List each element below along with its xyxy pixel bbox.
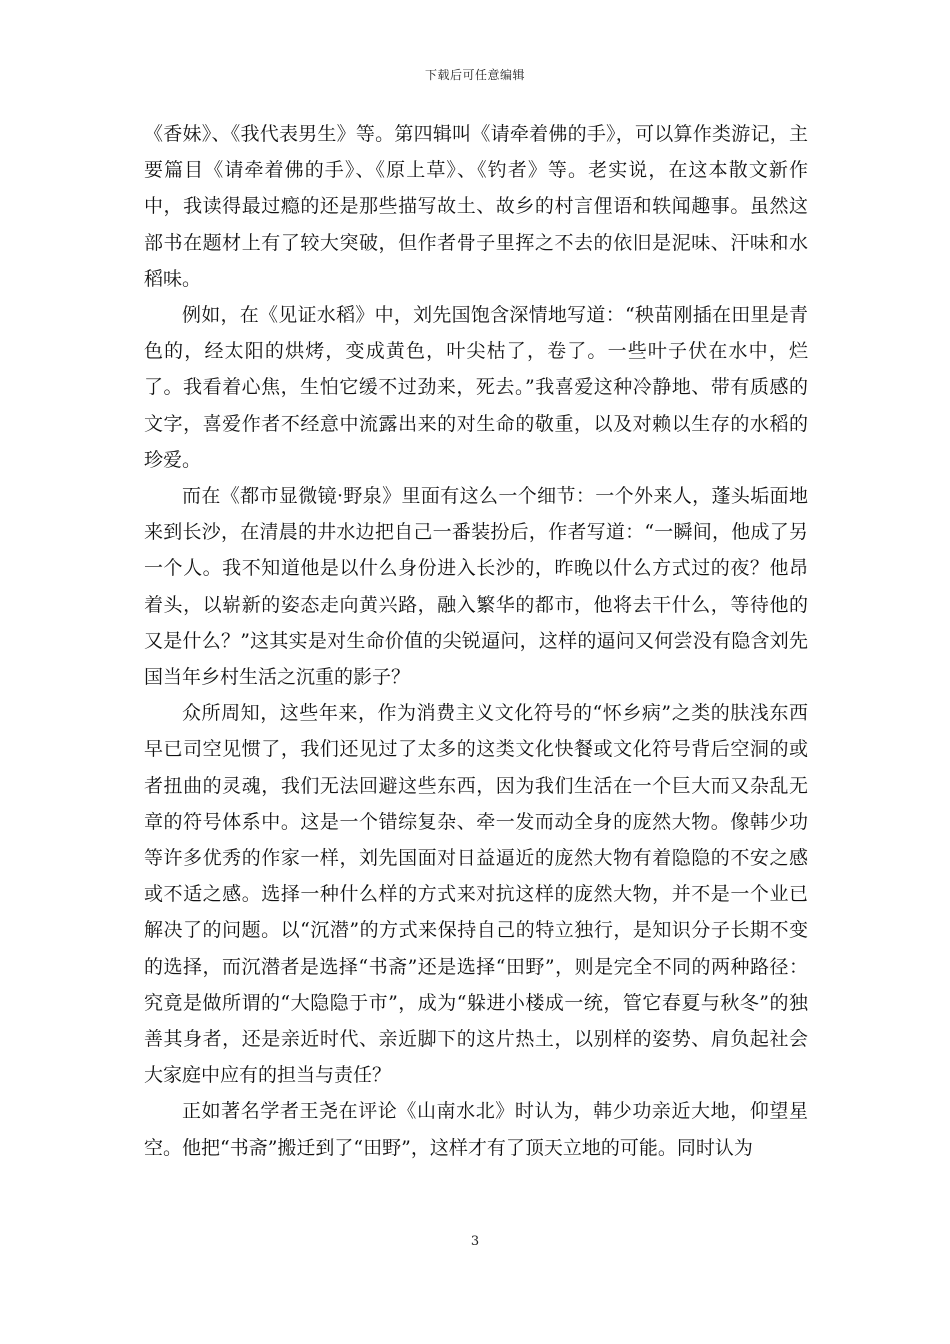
paragraph: 众所周知，这些年来，作为消费主义文化符号的“怀乡病”之类的肤浅东西早已司空见惯了，我们还见过了太多的这类文化快餐或文化符号背后空洞的或者扭曲的灵魂，我们无法回避这些东西，因为我们生活在一个巨大而又杂乱无章的符号体系中。这是一个错综复杂、牵一发而动全身的庞然大物。像韩少功等许多优秀的作家一样，刘先国面对日益逼近的庞然大物有着隐隐的不安之感或不适之感。选择一种什么样的方式来对抗这样的庞然大物，并不是一个业已解决了的问题。以“沉潜”的方式来保持自己的特立独行，是知识分子长期不变的选择，而沉潜者是选择“书斋”还是选择“田野”，则是完全不同的两种路径：究竟是做所谓的“大隐隐于市”，成为“躲进小楼成一统，管它春夏与秋冬”的独善其身者，还是亲近时代、亲近脚下的这片热土，以别样的姿势、肩负起社会大家庭中应有的担当与责任？ <box>144 702 808 1087</box>
page-number: 3 <box>470 1234 480 1249</box>
page-body <box>144 116 808 1166</box>
header-note: 下载后可任意编辑 <box>424 68 525 82</box>
paragraph: 例如，在《见证水稻》中，刘先国饱含深情地写道：“秧苗刚插在田里是青色的，经太阳的烘烤，变成黄色，叶尖枯了，卷了。一些叶子伏在水中，烂了。我看着心焦，生怕它缓不过劲来，死去。”我喜爱这种冷静地、带有质感的文字，喜爱作者不经意中流露出来的对生命的敬重，以及对赖以生存的水稻的珍爱。 <box>144 304 808 471</box>
paragraph: 正如著名学者王尧在评论《山南水北》时认为，韩少功亲近大地，仰望星空。他把“书斋”搬迁到了“田野”，这样才有了顶天立地的可能。同时认为 <box>144 1100 808 1159</box>
paragraph: 而在《都市显微镜·野泉》里面有这么一个细节：一个外来人，蓬头垢面地来到长沙，在清晨的井水边把自己一番装扮后，作者写道：“一瞬间，他成了另一个人。我不知道他是以什么身份进入长沙的，昨晚以什么方式过的夜？他昂着头，以崭新的姿态走向黄兴路，融入繁华的都市，他将去干什么，等待他的又是什么？”这其实是对生命价值的尖锐逼问，这样的逼问又何尝没有隐含刘先国当年乡村生活之沉重的影子？ <box>144 485 808 689</box>
paragraph: 《香妹》、《我代表男生》等。第四辑叫《请牵着佛的手》，可以算作类游记，主要篇目《请牵着佛的手》、《原上草》、《钓者》等。老实说，在这本散文新作中，我读得最过瘾的还是那些描写故土、故乡的村言俚语和轶闻趣事。虽然这部书在题材上有了较大突破，但作者骨子里挥之不去的依旧是泥味、汗味和水稻味。 <box>144 123 808 290</box>
